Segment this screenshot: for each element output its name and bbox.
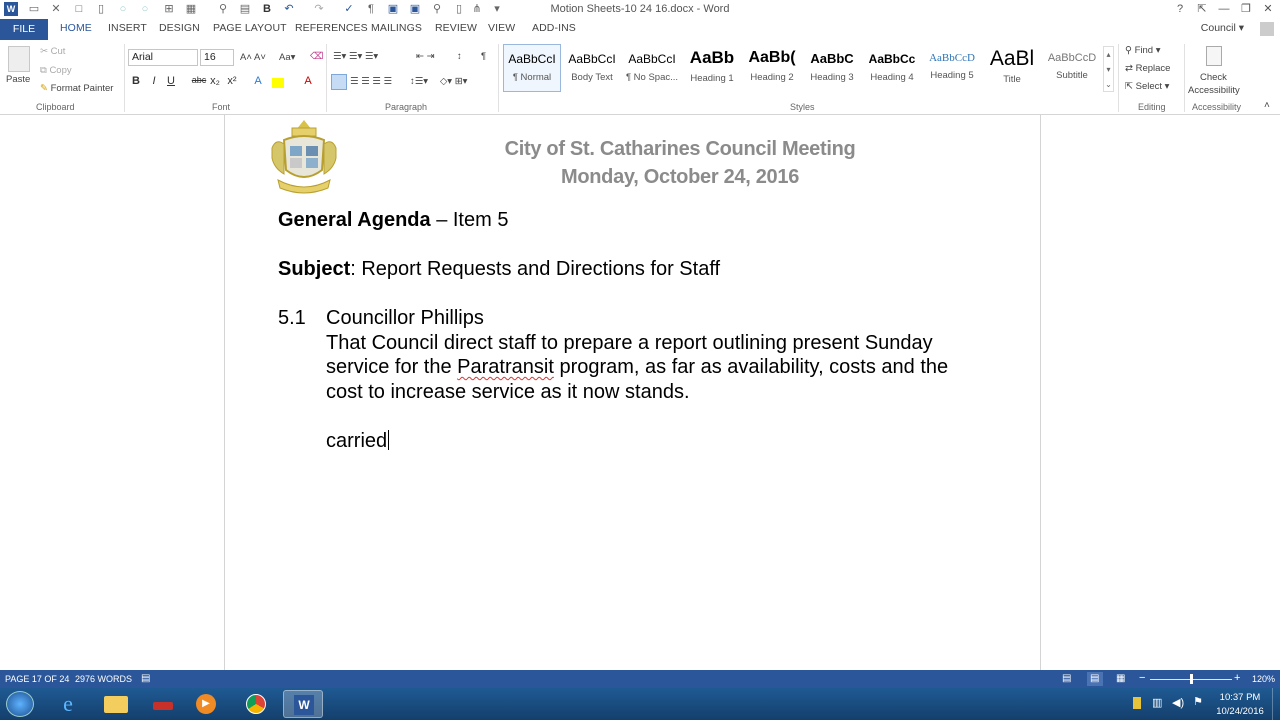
tab-insert[interactable]: INSERT [108,22,147,34]
clock-time[interactable]: 10:37 PM [1219,692,1261,703]
city-crest-logo [268,118,340,196]
align-buttons-icon[interactable]: ☰ ☰ ☰ ☰ [350,76,392,87]
page-edge [1040,115,1041,670]
body-line-3[interactable]: cost to increase service as it now stands. [326,381,690,403]
tab-file[interactable]: FILE [0,19,48,40]
item-number[interactable]: 5.1 [278,307,306,329]
body-line-1[interactable]: That Council direct staff to prepare a report outlining present Sunday [326,332,933,354]
tab-home[interactable]: HOME [60,22,92,34]
style-title[interactable]: AaBl Title [989,47,1035,85]
separator [326,44,327,112]
print-preview-icon[interactable]: ▤ [239,3,251,15]
account-name[interactable]: Council ▾ [1200,22,1244,34]
editing-group-label: Editing [1138,102,1166,112]
status-bar [0,670,1280,688]
binoculars-icon[interactable]: ⚲ [218,3,228,15]
misspelled-word[interactable]: Paratransit [457,356,554,378]
doc-search-icon[interactable]: ▯ [455,3,463,15]
word-taskbar-icon[interactable]: W [283,690,323,718]
zoom-slider-thumb[interactable] [1190,674,1193,684]
table-icon[interactable]: ⊞ [164,3,174,15]
accessibility-group-label: Accessibility [1192,102,1242,112]
save-as-icon[interactable]: ▣ [409,3,421,15]
header-title: City of St. Catharines Council Meeting [504,138,856,160]
tab-review[interactable]: REVIEW [435,22,478,34]
underline-button[interactable]: U [167,75,175,87]
separator [1118,44,1119,112]
show-desktop-button[interactable] [1272,688,1280,720]
minimize-button[interactable]: — [1218,3,1230,15]
clear-format-icon[interactable]: ⌫ [310,51,324,62]
start-button[interactable] [6,691,34,717]
chrome-icon[interactable] [236,690,276,718]
style-heading-3[interactable]: AaBbC Heading 3 [810,51,854,83]
tab-references[interactable]: REFERENCES [295,22,368,34]
superscript-button[interactable]: x² [227,75,237,87]
grow-font-icon[interactable]: A˄ A˅ [240,52,266,63]
undo-icon[interactable]: ↶ [284,3,294,15]
bold-qat-icon[interactable]: B [263,3,271,15]
style-subtitle[interactable]: AaBbCcD Subtitle [1047,52,1097,81]
circle-icon[interactable]: ○ [119,3,127,15]
close-button[interactable]: ✕ [1263,3,1273,15]
line-spacing-icon[interactable]: ↕☰▾ [410,76,429,87]
recorder-icon[interactable] [143,690,183,718]
word-app-icon[interactable]: W [4,2,18,16]
text-cursor [388,430,389,450]
style-heading-1[interactable]: AaBb Heading 1 [689,48,735,84]
network-tray-icon[interactable]: ▥ [1152,697,1163,709]
paragraph-group-label: Paragraph [385,102,428,112]
circle2-icon[interactable]: ○ [141,3,149,15]
style-heading-2[interactable]: AaBb( Heading 2 [748,49,796,83]
change-case-icon[interactable]: Aa▾ [279,52,296,63]
zoom-in-button[interactable]: + [1234,672,1241,684]
shading-icon[interactable]: ◇▾ ⊞▾ [440,76,468,87]
ribbon [0,40,1280,115]
style-heading-5[interactable]: AaBbCcD Heading 5 [929,52,975,81]
pilcrow-icon[interactable]: ¶ [481,51,487,62]
ribbon-display-icon[interactable]: ⇱ [1197,3,1207,15]
page-icon[interactable]: ▯ [97,3,105,15]
clock-date[interactable]: 10/24/2016 [1216,706,1264,717]
highlight-icon[interactable] [272,78,284,88]
restore-button[interactable]: ❐ [1241,3,1251,15]
save-icon[interactable]: ▣ [387,3,399,15]
font-color-icon[interactable]: A [304,75,312,87]
media-player-icon[interactable]: ▶ [186,690,226,718]
select-button[interactable]: ⇱ Select ▾ [1125,81,1170,92]
avatar[interactable] [1260,22,1274,36]
taskbar [0,688,1280,720]
styles-group-label: Styles [790,102,815,112]
page-count[interactable]: PAGE 17 OF 24 [5,674,70,684]
strikethrough-button[interactable]: abc [191,75,207,85]
style-heading-4[interactable]: AaBbCc Heading 4 [868,52,916,83]
font-group-label: Font [212,102,231,112]
print-layout-icon: ▤ [1090,673,1100,684]
open-icon[interactable]: ▭ [28,3,40,15]
window-title: Motion Sheets-10 24 16.docx - Word [550,3,730,15]
align-left-button[interactable] [331,74,347,90]
styles-scroll[interactable]: ▴ ▾ ⌄ [1103,46,1114,92]
preview-icon[interactable]: ⚲ [432,3,442,15]
item-title[interactable]: Councillor Phillips [326,307,484,329]
check-accessibility-icon[interactable] [1206,46,1222,66]
volume-tray-icon[interactable]: ◀) [1172,697,1185,709]
tree-icon[interactable]: ⋔ [472,3,482,15]
tools-icon[interactable]: ✕ [51,3,61,15]
copy-button[interactable]: ⧉ Copy [40,65,72,76]
proofing-icon[interactable]: ▤ [141,673,151,684]
check-accessibility-label[interactable]: Accessibility [1188,85,1240,96]
word-count[interactable]: 2976 WORDS [75,674,133,684]
italic-button[interactable]: I [152,75,156,87]
carried-text[interactable]: carried [326,430,388,452]
font-name-combo[interactable]: Arial [128,49,198,66]
header-date: Monday, October 24, 2016 [560,166,800,188]
sort-icon[interactable]: ↕ [457,51,462,62]
title-bar [0,0,1280,19]
tab-design[interactable]: DESIGN [159,22,200,34]
paste-icon[interactable] [8,46,30,72]
border-icon[interactable]: ▦ [185,3,197,15]
tab-view[interactable]: VIEW [488,22,516,34]
agenda-line[interactable]: General Agenda – Item 5 [278,209,509,231]
customize-qat-icon[interactable]: ▾ [494,3,500,15]
style-normal[interactable]: AaBbCcI ¶ Normal [508,52,556,83]
internet-explorer-icon[interactable]: e [63,691,73,716]
check-accessibility-button[interactable]: Check [1200,72,1227,83]
style-body-text[interactable]: AaBbCcI Body Text [568,52,616,83]
subscript-button[interactable]: x₂ [210,75,220,87]
read-mode-icon[interactable]: ▤ [1062,673,1072,684]
redo-icon[interactable]: ↷ [314,3,324,15]
flag-tray-icon[interactable]: ⚑ [1193,696,1203,708]
help-icon[interactable]: ? [1176,3,1184,15]
tab-mailings[interactable]: MAILINGS [371,22,422,34]
web-layout-icon[interactable]: ▦ [1116,673,1126,684]
spelling-icon[interactable]: ✓ [344,3,354,15]
style-no-spacing[interactable]: AaBbCcI ¶ No Spac... [625,52,679,83]
text-effects-icon[interactable]: A [254,75,262,87]
find-button[interactable]: ⚲ Find ▾ [1125,45,1161,56]
zoom-level[interactable]: 120% [1252,674,1276,684]
paste-button[interactable]: Paste [6,74,31,85]
new-doc-icon[interactable]: □ [75,3,83,15]
separator [498,44,499,112]
bullets-icon[interactable]: ☰▾ ☰▾ ☰▾ [333,51,379,62]
zoom-out-button[interactable]: − [1139,672,1146,684]
font-size-combo[interactable]: 16 [200,49,234,66]
indent-icon[interactable]: ⇤ ⇥ [416,51,435,62]
document-area[interactable] [0,115,1280,670]
security-tray-icon[interactable] [1133,697,1141,709]
clipboard-group-label: Clipboard [36,102,75,112]
collapse-ribbon-icon[interactable]: ˄ [1264,100,1270,111]
pilcrow-qat-icon[interactable]: ¶ [368,3,374,15]
replace-button[interactable]: ⇄ Replace [1125,63,1171,74]
format-painter-button[interactable]: ✎ Format Painter [40,83,114,94]
subject-line[interactable]: Subject: Report Requests and Directions for Staff [278,258,721,280]
separator [124,44,125,112]
tab-page-layout[interactable]: PAGE LAYOUT [213,22,287,34]
ribbon-tabs [0,19,1280,40]
separator [1184,44,1185,112]
cut-button[interactable]: ✂ Cut [40,46,66,57]
file-explorer-icon[interactable] [96,690,136,718]
tab-add-ins[interactable]: ADD-INS [532,22,576,34]
body-line-2[interactable]: service for the Paratransit program, as far as availability, costs and the [326,356,949,378]
page-edge [224,115,225,670]
bold-button[interactable]: B [132,75,140,87]
